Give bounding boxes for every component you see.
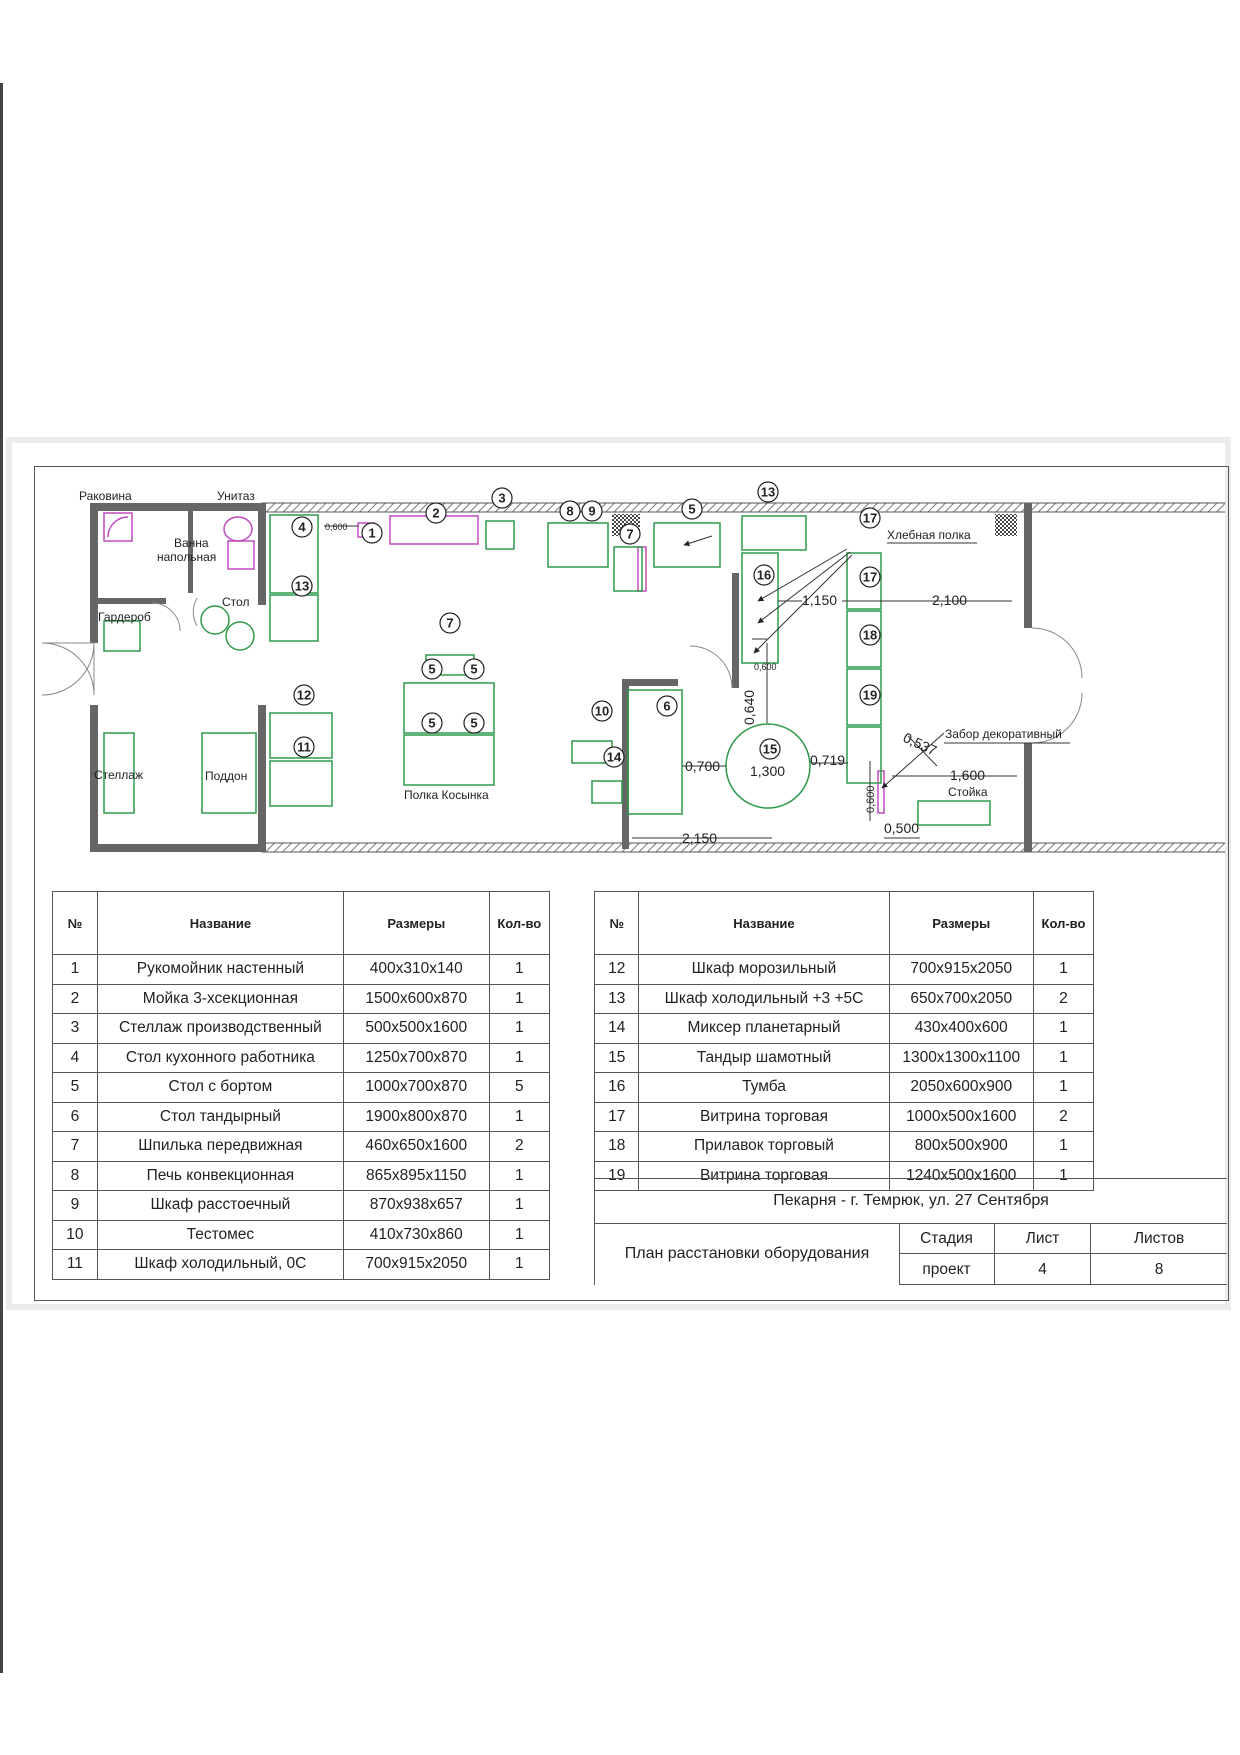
cell-name: Шкаф холодильный, 0С	[97, 1250, 343, 1280]
cell-size: 700x915x2050	[344, 1250, 490, 1280]
label-toilet: Унитаз	[217, 489, 255, 503]
cell-name: Рукомойник настенный	[97, 955, 343, 985]
dim-1300: 1,300	[750, 763, 786, 779]
cell-name: Тумба	[639, 1073, 889, 1103]
cell-size: 460x650x1600	[344, 1132, 490, 1162]
title-block	[594, 1178, 1227, 1285]
cell-qty: 1	[1033, 1132, 1093, 1162]
cell-size: 700x915x2050	[889, 955, 1033, 985]
cell-size: 500x500x1600	[344, 1014, 490, 1044]
sheet-number-label: Лист	[995, 1223, 1091, 1254]
cell-size: 1000x700x870	[344, 1073, 490, 1103]
marker-label-6: 6	[663, 698, 671, 714]
dim-0719: 0,719	[810, 752, 846, 768]
cell-num: 10	[53, 1220, 98, 1250]
marker-label-7: 7	[446, 615, 454, 631]
marker-label-4: 4	[298, 519, 306, 535]
sheets-total-value: 8	[1091, 1254, 1227, 1285]
marker-label-5: 5	[428, 661, 436, 677]
table-row	[53, 1102, 550, 1132]
cell-num: 11	[53, 1250, 98, 1280]
cell-name: Витрина торговая	[639, 1161, 889, 1191]
cell-size: 865x895x1150	[344, 1161, 490, 1191]
cell-name: Прилавок торговый	[639, 1132, 889, 1162]
marker-label-17: 17	[862, 510, 878, 526]
col-header-name: Название	[639, 892, 889, 955]
table-row	[53, 1250, 550, 1280]
equipment-table-right	[594, 891, 1094, 1191]
sheets-total-label: Листов	[1091, 1223, 1227, 1254]
dim-2100: 2,100	[932, 592, 968, 608]
cell-num: 3	[53, 1014, 98, 1044]
label-counter: Стойка	[948, 785, 988, 799]
cell-qty: 1	[489, 1191, 549, 1221]
cell-size: 1900x800x870	[344, 1102, 490, 1132]
table-row	[53, 1191, 550, 1221]
col-header-qty: Кол-во	[1033, 892, 1093, 955]
cell-num: 1	[53, 955, 98, 985]
marker-label-14: 14	[606, 749, 622, 765]
cell-num: 4	[53, 1043, 98, 1073]
cell-name: Миксер планетарный	[639, 1014, 889, 1044]
equipment-table-left	[52, 891, 550, 1280]
table-row	[53, 1014, 550, 1044]
marker-label-1: 1	[368, 525, 376, 541]
cell-qty: 2	[489, 1132, 549, 1162]
equipment-markers	[292, 482, 880, 767]
cell-name: Шкаф холодильный +3 +5С	[639, 984, 889, 1014]
col-header-qty: Кол-во	[489, 892, 549, 955]
table-row	[595, 1073, 1094, 1103]
cell-num: 17	[595, 1102, 639, 1132]
cell-name: Шкаф морозильный	[639, 955, 889, 985]
label-bath-line2: напольная	[157, 550, 217, 564]
equipment-table-left-body	[53, 955, 550, 1280]
dim-2150: 2,150	[682, 830, 718, 846]
walls	[90, 503, 1225, 852]
sheet-number-value: 4	[995, 1254, 1091, 1285]
dim-0500: 0,500	[884, 820, 920, 836]
dim-0600-vertical: 0,600	[865, 785, 877, 813]
cell-num: 15	[595, 1043, 639, 1073]
table-row	[53, 1220, 550, 1250]
marker-label-15: 15	[762, 741, 778, 757]
marker-label-12: 12	[296, 687, 312, 703]
marker-label-5: 5	[688, 501, 696, 517]
cell-name: Стол с бортом	[97, 1073, 343, 1103]
cell-qty: 1	[489, 1250, 549, 1280]
dim-0537: 0,537	[900, 729, 940, 759]
cell-size: 800x500x900	[889, 1132, 1033, 1162]
cell-name: Шпилька передвижная	[97, 1132, 343, 1162]
label-rack: Стеллаж	[94, 768, 144, 782]
table-row	[53, 955, 550, 985]
stage-label: Стадия	[899, 1223, 995, 1254]
col-header-size: Размеры	[344, 892, 490, 955]
cell-size: 870x938x657	[344, 1191, 490, 1221]
label-bread-shelf: Хлебная полка	[887, 528, 971, 542]
marker-label-9: 9	[588, 503, 596, 519]
cell-num: 18	[595, 1132, 639, 1162]
cell-name: Стеллаж производственный	[97, 1014, 343, 1044]
label-shelf-kosynka: Полка Косынка	[404, 788, 489, 802]
table-row	[595, 984, 1094, 1014]
cell-qty: 1	[1033, 955, 1093, 985]
cell-name: Стол кухонного работника	[97, 1043, 343, 1073]
marker-label-13: 13	[294, 578, 310, 594]
cell-qty: 5	[489, 1073, 549, 1103]
cell-qty: 1	[489, 1161, 549, 1191]
marker-label-5: 5	[428, 715, 436, 731]
cell-num: 7	[53, 1132, 98, 1162]
cell-qty: 1	[1033, 1073, 1093, 1103]
table-header-row	[53, 892, 550, 955]
col-header-name: Название	[97, 892, 343, 955]
cell-size: 400x310x140	[344, 955, 490, 985]
table-row	[595, 1132, 1094, 1162]
marker-label-5: 5	[470, 661, 478, 677]
doors	[42, 598, 1082, 743]
marker-label-16: 16	[756, 567, 772, 583]
floor-plan	[12, 443, 1225, 873]
table-row	[595, 1014, 1094, 1044]
company-address: Пекарня - г. Темрюк, ул. 27 Сентября	[595, 1179, 1227, 1224]
cell-num: 6	[53, 1102, 98, 1132]
dim-0600-mid: 0,600	[754, 662, 777, 672]
cell-name: Мойка 3-хсекционная	[97, 984, 343, 1014]
col-header-num: №	[595, 892, 639, 955]
label-table: Стол	[222, 595, 250, 609]
page-left-border	[0, 83, 3, 1673]
cell-name: Тестомес	[97, 1220, 343, 1250]
marker-label-10: 10	[594, 703, 610, 719]
dim-1600: 1,600	[950, 767, 986, 783]
dim-0600-top: 0,600	[325, 522, 348, 532]
marker-label-17: 17	[862, 569, 878, 585]
marker-label-7: 7	[626, 526, 634, 542]
cell-qty: 1	[489, 1102, 549, 1132]
cell-size: 650x700x2050	[889, 984, 1033, 1014]
cell-name: Печь конвекционная	[97, 1161, 343, 1191]
table-row	[53, 1161, 550, 1191]
cell-name: Стол тандырный	[97, 1102, 343, 1132]
table-row	[595, 1102, 1094, 1132]
table-row	[53, 1043, 550, 1073]
cell-qty: 2	[1033, 984, 1093, 1014]
cell-size: 1000x500x1600	[889, 1102, 1033, 1132]
cell-num: 13	[595, 984, 639, 1014]
marker-label-11: 11	[297, 739, 311, 755]
marker-label-13: 13	[760, 484, 776, 500]
table-row	[53, 984, 550, 1014]
cell-num: 12	[595, 955, 639, 985]
marker-label-3: 3	[498, 490, 506, 506]
cell-size: 430x400x600	[889, 1014, 1033, 1044]
cell-qty: 1	[489, 1043, 549, 1073]
cell-num: 8	[53, 1161, 98, 1191]
dim-0640: 0,640	[741, 689, 757, 725]
cell-num: 5	[53, 1073, 98, 1103]
cell-name: Тандыр шамотный	[639, 1043, 889, 1073]
cell-qty: 1	[489, 955, 549, 985]
cell-qty: 1	[1033, 1014, 1093, 1044]
dim-0700: 0,700	[685, 758, 721, 774]
cell-qty: 1	[489, 1220, 549, 1250]
label-pallet: Поддон	[205, 769, 248, 783]
table-header-row	[595, 892, 1094, 955]
cell-num: 16	[595, 1073, 639, 1103]
cell-qty: 1	[1033, 1161, 1093, 1191]
cell-size: 1500x600x870	[344, 984, 490, 1014]
cell-size: 1240x500x1600	[889, 1161, 1033, 1191]
marker-label-18: 18	[862, 627, 878, 643]
col-header-size: Размеры	[889, 892, 1033, 955]
cell-num: 19	[595, 1161, 639, 1191]
cell-size: 1250x700x870	[344, 1043, 490, 1073]
cell-qty: 1	[489, 1014, 549, 1044]
cell-num: 9	[53, 1191, 98, 1221]
cell-size: 2050x600x900	[889, 1073, 1033, 1103]
cell-qty: 1	[489, 984, 549, 1014]
stage-value: проект	[899, 1254, 995, 1285]
cell-name: Шкаф расстоечный	[97, 1191, 343, 1221]
marker-label-2: 2	[432, 505, 440, 521]
dim-1150: 1,150	[802, 592, 838, 608]
table-row	[595, 955, 1094, 985]
cell-qty: 1	[1033, 1043, 1093, 1073]
label-fence: Забор декоративный	[945, 727, 1062, 741]
label-bath-line1: Ванна	[174, 536, 209, 550]
drawing-sheet	[6, 437, 1231, 1310]
cell-qty: 2	[1033, 1102, 1093, 1132]
cell-name: Витрина торговая	[639, 1102, 889, 1132]
marker-label-8: 8	[566, 503, 574, 519]
cell-num: 2	[53, 984, 98, 1014]
table-row	[53, 1132, 550, 1162]
label-wardrobe: Гардероб	[98, 610, 151, 624]
cell-num: 14	[595, 1014, 639, 1044]
cell-size: 410x730x860	[344, 1220, 490, 1250]
cell-size: 1300x1300x1100	[889, 1043, 1033, 1073]
table-row	[595, 1043, 1094, 1073]
marker-label-5: 5	[470, 715, 478, 731]
equipment-table-right-body	[595, 955, 1094, 1191]
label-sink: Раковина	[79, 489, 132, 503]
marker-label-19: 19	[862, 687, 878, 703]
col-header-num: №	[53, 892, 98, 955]
table-row	[53, 1073, 550, 1103]
sheet-title: План расстановки оборудования	[595, 1223, 900, 1285]
